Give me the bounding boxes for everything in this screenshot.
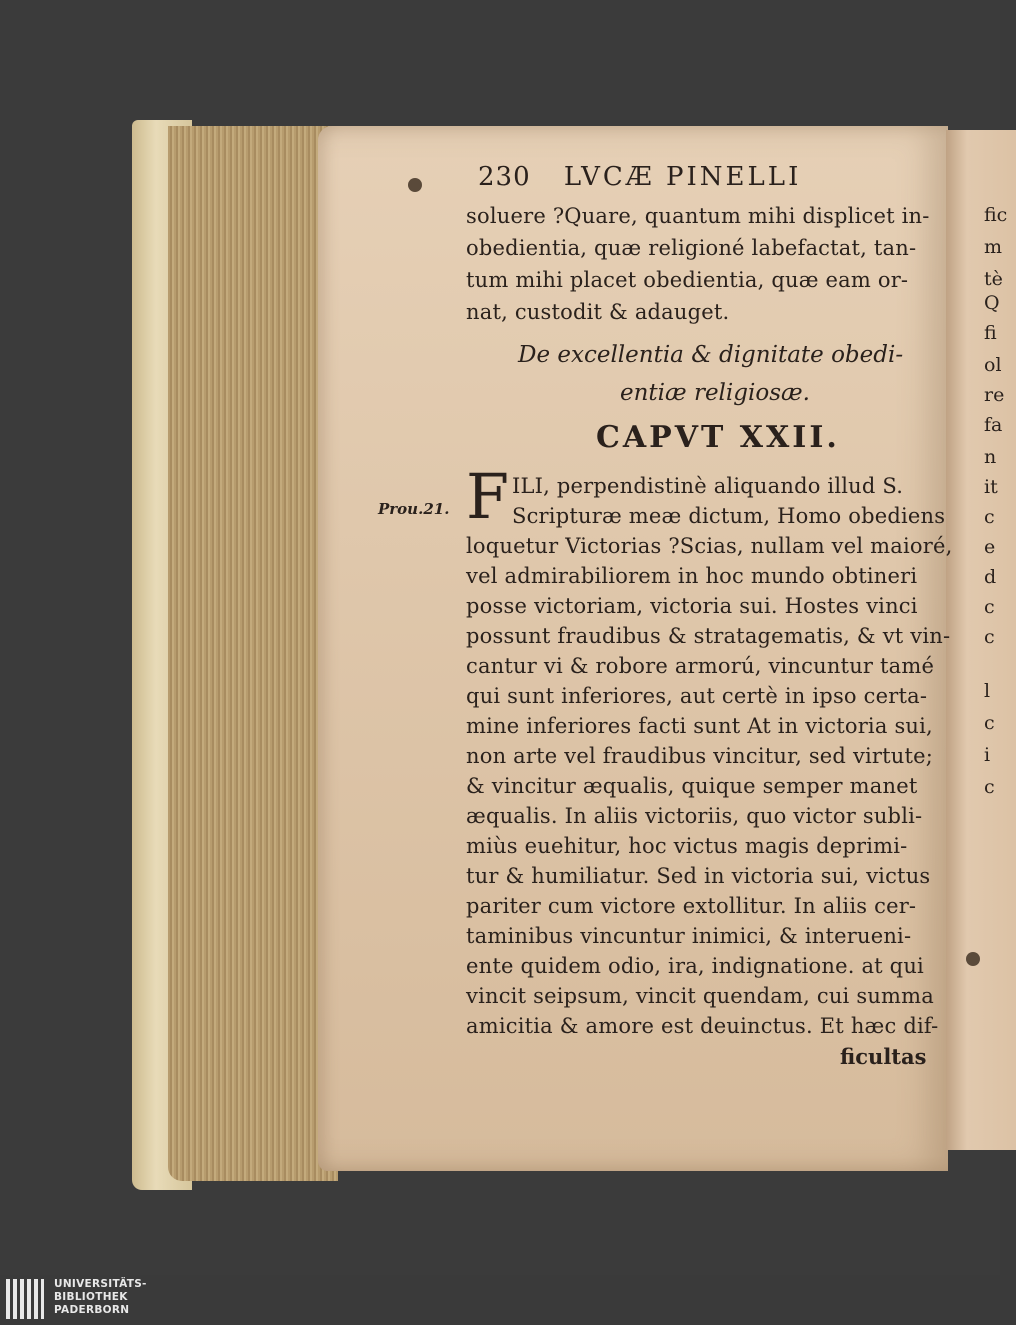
text-line: tum mihi placet obedientia, quæ eam or- <box>466 268 909 292</box>
text-line: qui sunt inferiores, aut certè in ipso certa- <box>466 684 928 708</box>
running-head <box>478 162 801 192</box>
text-line: miùs euehitur, hoc victus magis deprimi- <box>466 834 908 858</box>
right-page-fragment: fa <box>984 414 1003 436</box>
right-page-fragment: l <box>984 680 991 702</box>
right-page-fragment: n <box>984 446 997 468</box>
right-page-fragment: i <box>984 744 991 766</box>
catchword: ficultas <box>840 1044 927 1069</box>
page-fore-edge <box>168 126 338 1181</box>
page-number: 230 <box>478 162 531 192</box>
running-title: LVCÆ PINELLI <box>563 162 802 192</box>
text-line: mine inferiores facti sunt At in victoria sui, <box>466 714 933 738</box>
drop-cap: F <box>466 460 510 533</box>
text-line: vel admirabiliorem in hoc mundo obtineri <box>466 564 918 588</box>
right-page-fragment: c <box>984 596 995 618</box>
right-page-fragment: tè <box>984 268 1003 290</box>
wormhole-mark <box>966 952 980 966</box>
text-line: amicitia & amore est deuinctus. Et hæc dif- <box>466 1014 939 1038</box>
right-page-fragment: fi <box>984 322 997 344</box>
text-line: possunt fraudibus & stratagematis, & vt vin- <box>466 624 951 648</box>
right-page-fragment: ol <box>984 354 1002 376</box>
footer-bar <box>0 1275 1000 1325</box>
text-line: tur & humiliatur. Sed in victoria sui, victus <box>466 864 931 888</box>
right-page-fragment: e <box>984 536 996 558</box>
text-line: æqualis. In aliis victoriis, quo victor subli- <box>466 804 923 828</box>
text-line: taminibus vincuntur inimici, & interueni- <box>466 924 912 948</box>
right-page-fragment: d <box>984 566 997 588</box>
text-line: ILI, perpendistinè aliquando illud S. <box>512 474 904 498</box>
text-line: posse victoriam, victoria sui. Hostes vinci <box>466 594 918 618</box>
text-line: ente quidem odio, ira, indignatione. at qui <box>466 954 924 978</box>
right-page-fragment: fic <box>984 204 1008 226</box>
right-page-fragment: c <box>984 626 995 648</box>
logo-line: BIBLIOTHEK <box>54 1291 128 1303</box>
text-line: non arte vel fraudibus vincitur, sed virtute; <box>466 744 934 768</box>
library-logo-text <box>54 1278 147 1317</box>
wormhole-mark <box>408 178 422 192</box>
text-line: obedientia, quæ religioné labefactat, tan- <box>466 236 917 260</box>
section-heading-line: entiæ religiosæ. <box>620 380 810 406</box>
logo-line: PADERBORN <box>54 1304 130 1316</box>
text-line: cantur vi & robore armorú, vincuntur tamé <box>466 654 935 678</box>
library-logo-icon <box>6 1279 46 1319</box>
right-page-fragment: it <box>984 476 998 498</box>
chapter-heading: CAPVT XXII. <box>596 420 840 455</box>
text-line: loquetur Victorias ?Scias, nullam vel maioré, <box>466 534 953 558</box>
right-page-fragment: re <box>984 384 1005 406</box>
text-line: & vincitur æqualis, quique semper manet <box>466 774 918 798</box>
right-page-fragment: c <box>984 506 995 528</box>
margin-note: Prou.21. <box>378 500 450 518</box>
logo-line: UNIVERSITÄTS- <box>54 1278 147 1290</box>
text-line: Scripturæ meæ dictum, Homo obediens <box>512 504 946 528</box>
right-page-fragment: m <box>984 236 1003 258</box>
right-page-fragment: Q <box>984 292 1000 314</box>
text-line: vincit seipsum, vincit quendam, cui summa <box>466 984 934 1008</box>
text-line: nat, custodit & adauget. <box>466 300 730 324</box>
section-heading-line: De excellentia & dignitate obedi- <box>518 342 904 368</box>
right-page-fragment: c <box>984 712 995 734</box>
right-page-fragment: c <box>984 776 995 798</box>
text-line: soluere ?Quare, quantum mihi displicet in- <box>466 204 930 228</box>
right-page-edge <box>946 130 1016 1150</box>
text-line: pariter cum victore extollitur. In aliis cer- <box>466 894 917 918</box>
